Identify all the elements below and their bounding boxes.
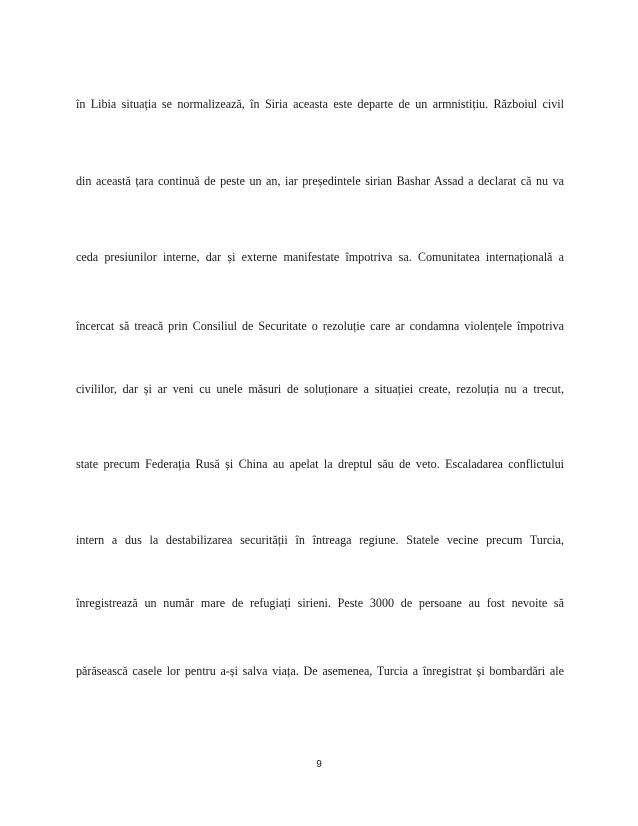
text-line-8: înregistrează un număr mare de refugiați sirieni. Peste 3000 de persoane au fost nevoite să xyxy=(76,596,564,610)
text-line-7: intern a dus la destabilizarea securității în întreaga regiune. Statele vecine precum Turcia, xyxy=(76,533,564,547)
page-number: 9 xyxy=(316,759,322,770)
text-line-1: în Libia situația se normalizează, în Siria aceasta este departe de un armnistițiu. Războiul civil xyxy=(76,97,564,111)
text-line-4: încercat să treacă prin Consiliul de Securitate o rezoluție care ar condamna violențele împotriva xyxy=(76,319,564,333)
text-line-9: părăsească casele lor pentru a-și salva viața. De asemenea, Turcia a înregistrat și bombardări ale xyxy=(76,664,564,678)
text-line-6: state precum Federația Rusă și China au apelat la dreptul său de veto. Escaladarea conflictului xyxy=(76,457,564,471)
text-line-5: civililor, dar și ar veni cu unele măsuri de soluționare a situației create, rezoluția nu a trecut, xyxy=(76,382,564,396)
text-line-3: ceda presiunilor interne, dar și externe manifestate împotriva sa. Comunitatea internațională a xyxy=(76,250,564,264)
text-line-2: din această țara continuă de peste un an, iar președintele sirian Bashar Assad a declarat că nu va xyxy=(76,174,564,188)
